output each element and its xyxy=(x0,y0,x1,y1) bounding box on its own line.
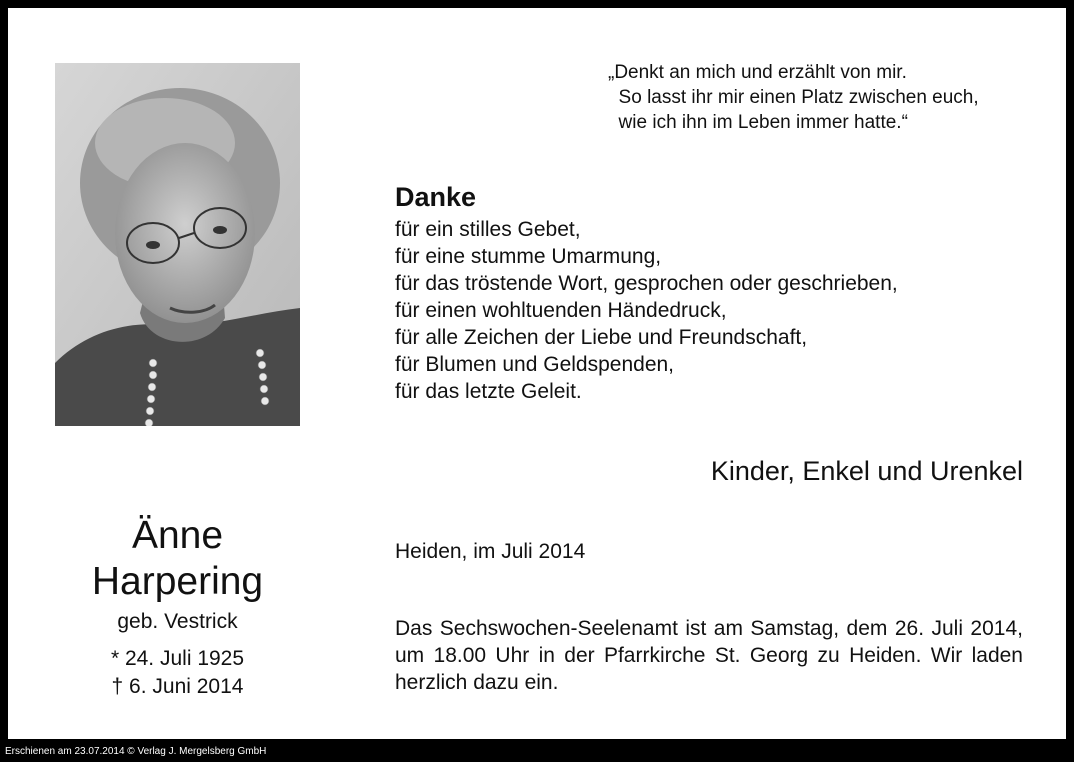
portrait-photo xyxy=(55,63,300,426)
publication-footer: Erschienen am 23.07.2014 © Verlag J. Mergelsberg GmbH xyxy=(5,746,267,757)
thanks-line: für alle Zeichen der Liebe und Freundschaft, xyxy=(395,326,808,349)
thanks-line: für einen wohltuenden Händedruck, xyxy=(395,299,727,322)
place-date: Heiden, im Juli 2014 xyxy=(395,540,586,563)
signers: Kinder, Enkel und Urenkel xyxy=(710,456,1023,486)
portrait-image xyxy=(55,63,300,426)
birth-name: geb. Vestrick xyxy=(117,610,238,633)
death-date: † 6. Juni 2014 xyxy=(111,675,244,698)
quote-line: „Denkt an mich und erzählt von mir. xyxy=(608,62,907,83)
thanks-line: für das letzte Geleit. xyxy=(395,380,582,403)
thanks-title: Danke xyxy=(395,182,477,212)
thanks-line: für eine stumme Umarmung, xyxy=(395,245,662,268)
deceased-block xyxy=(55,513,300,701)
family-name: Harpering xyxy=(91,560,264,603)
life-dates xyxy=(55,645,300,701)
birth-date: * 24. Juli 1925 xyxy=(110,647,245,670)
mass-notice: Das Sechswochen-Seelenamt ist am Samstag, dem 26. Juli 2014, um 18.00 Uhr in der Pfarrkirche St. Georg zu Heiden. Wir laden herzlich dazu ein. xyxy=(395,617,1023,694)
quote-line: So lasst ihr mir einen Platz zwischen euch, xyxy=(608,87,979,108)
given-name: Änne xyxy=(131,514,224,557)
obituary-card xyxy=(8,8,1066,739)
quote xyxy=(608,60,979,135)
thanks-line: für ein stilles Gebet, xyxy=(395,218,581,241)
thanks-line: für Blumen und Geldspenden, xyxy=(395,353,675,376)
thanks-section xyxy=(395,180,898,405)
quote-line: wie ich ihn im Leben immer hatte.“ xyxy=(608,112,908,133)
thanks-list xyxy=(395,216,898,405)
thanks-line: für das tröstende Wort, gesprochen oder geschrieben, xyxy=(395,272,898,295)
